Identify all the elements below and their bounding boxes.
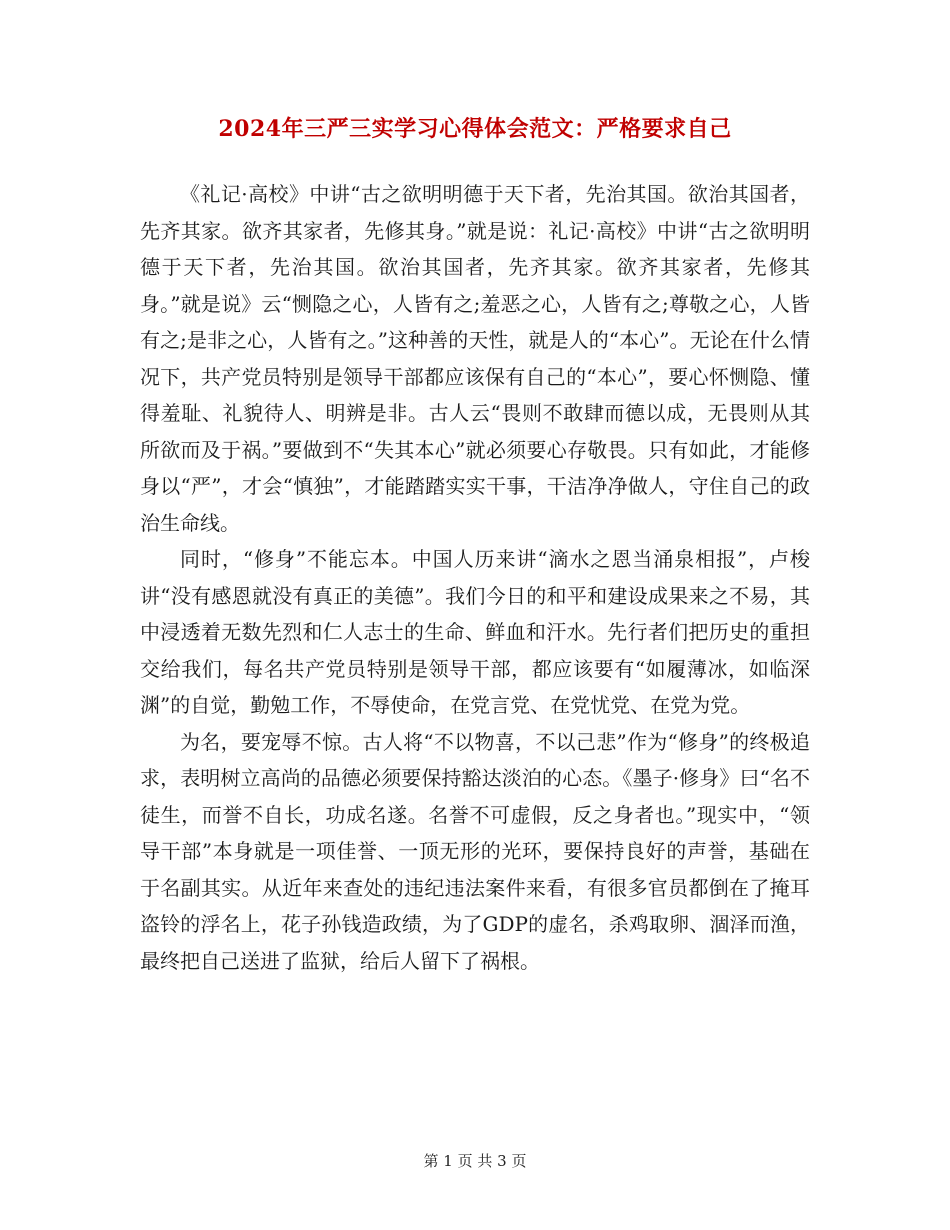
page-number-footer: 第 1 页 共 3 页 — [423, 1152, 527, 1170]
document-body — [140, 176, 810, 979]
document-title: 2024年三严三实学习心得体会范文：严格要求自己 — [218, 116, 732, 142]
paragraph-3: 为名，要宠辱不惊。古人将“不以物喜，不以己悲”作为“修身”的终极追求，表明树立高尚的品德必须要保持豁达淡泊的心态。《墨子·修身》曰“名不徒生，而誉不自长，功成名遂。名誉不可虚假，反之身者也。”现实中，“领导干部”本身就是一项佳誉、一顶无形的光环，要保持良好的声誉，基础在于名副其实。从近年来查处的违纪违法案件来看，有很多官员都倒在了掩耳盗铃的浮名上，花子孙钱造政绩，为了GDP的虚名，杀鸡取卵、涸泽而渔，最终把自己送进了监狱，给后人留下了祸根。 — [140, 729, 810, 973]
paragraph-2: 同时，“修身”不能忘本。中国人历来讲“滴水之恩当涌泉相报”，卢梭讲“没有感恩就没有真正的美德”。我们今日的和平和建设成果来之不易，其中浸透着无数先烈和仁人志士的生命、鲜血和汗水。先行者们把历史的重担交给我们，每名共产党员特别是领导干部，都应该要有“如履薄冰，如临深渊”的自觉，勤勉工作，不辱使命，在党言党、在党忧党、在党为党。 — [140, 547, 810, 717]
paragraph-1: 《礼记·高校》中讲“古之欲明明德于天下者，先治其国。欲治其国者，先齐其家。欲齐其家者，先修其身。”就是说：礼记·高校》中讲“古之欲明明德于天下者，先治其国。欲治其国者，先齐其家。欲齐其家者，先修其身。”就是说》云“恻隐之心，人皆有之;羞恶之心，人皆有之;尊敬之心，人皆有之;是非之心，人皆有之。”这种善的天性，就是人的“本心”。无论在什么情况下，共产党员特别是领导干部都应该保有自己的“本心”，要心怀恻隐、懂得羞耻、礼貌待人、明辨是非。古人云“畏则不敢肆而德以成，无畏则从其所欲而及于祸。”要做到不“失其本心”就必须要心存敬畏。只有如此，才能修身以“严”，才会“慎独”，才能踏踏实实干事，干洁净净做人，守住自己的政治生命线。 — [140, 182, 810, 535]
